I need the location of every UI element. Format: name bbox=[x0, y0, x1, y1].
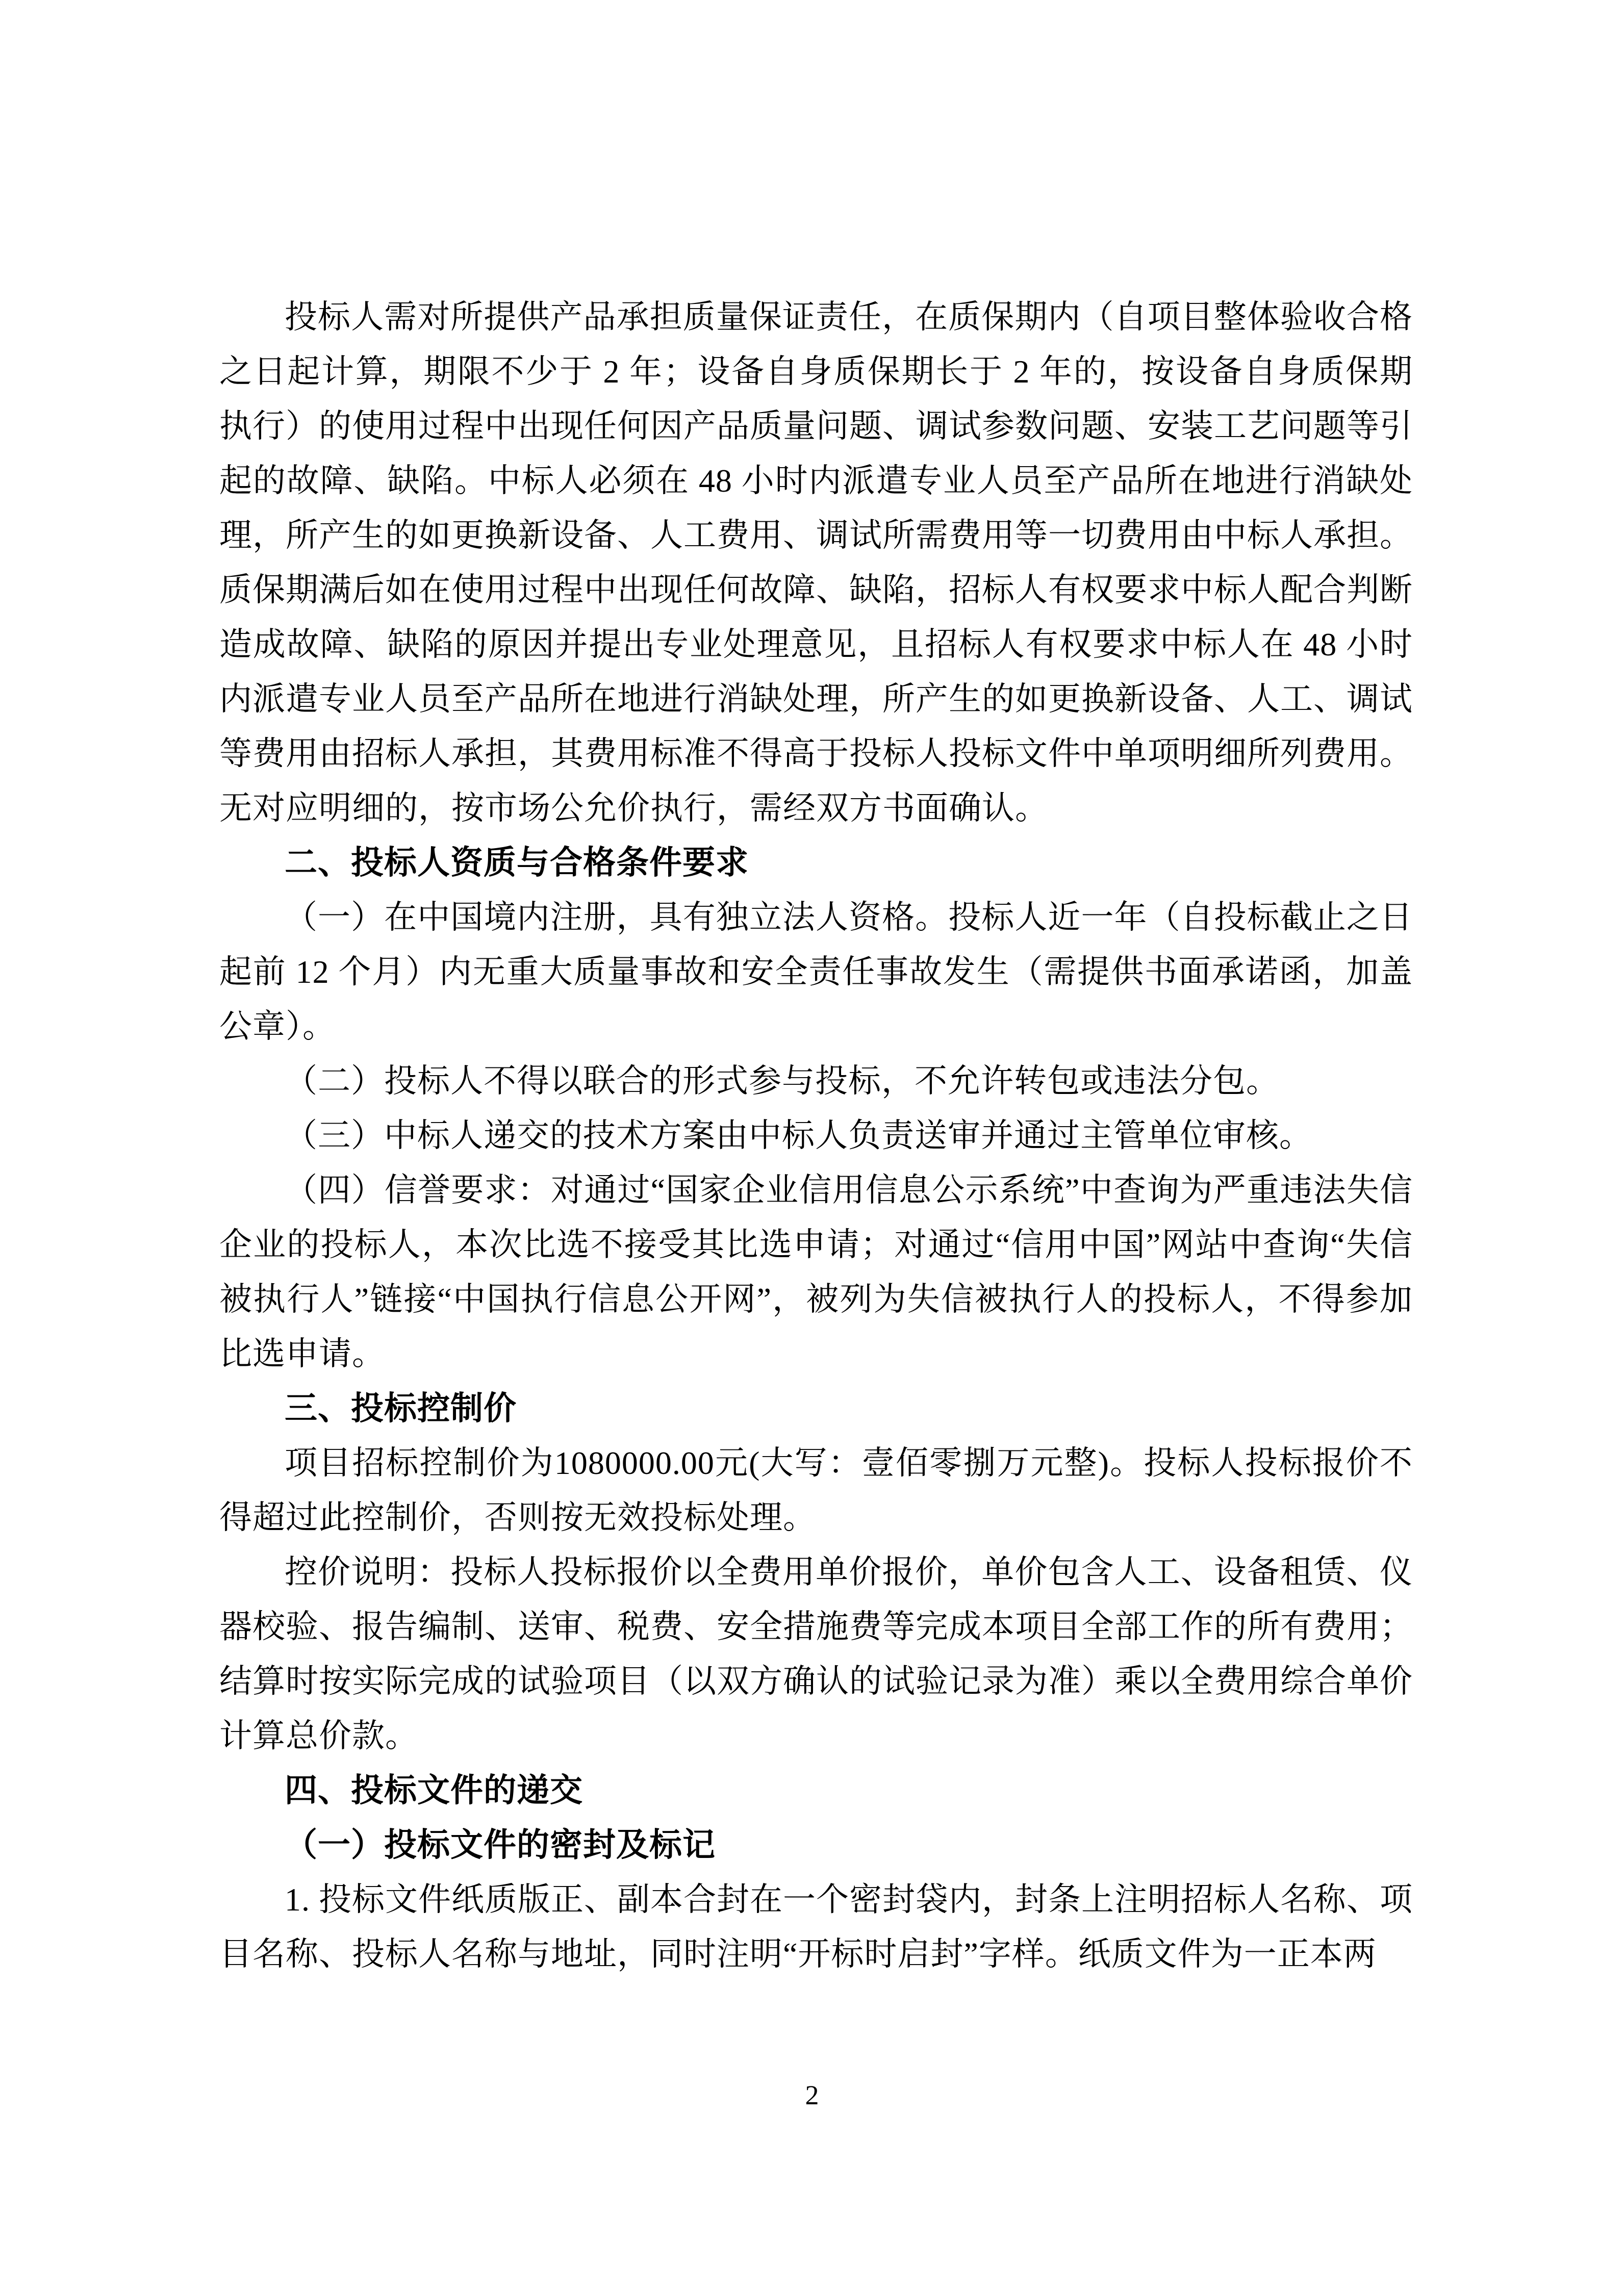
subheading-sealing-marking: （一）投标文件的密封及标记 bbox=[285, 1826, 716, 1863]
para-no-consortium: （二）投标人不得以联合的形式参与投标，不允许转包或违法分包。 bbox=[285, 1063, 1279, 1099]
para-tech-plan-review: （三）中标人递交的技术方案由中标人负责送审并通过主管单位审核。 bbox=[285, 1117, 1312, 1154]
para-sealing-instructions: 1. 投标文件纸质版正、副本合封在一个密封袋内，封条上注明招标人名称、项目名称、投标人名称与地址，同时注明“开标时启封”字样。纸质文件为一正本两 bbox=[219, 1881, 1413, 1972]
heading-bidder-qualification: 二、投标人资质与合格条件要求 bbox=[285, 844, 749, 881]
page-footer bbox=[0, 2080, 1624, 2110]
para-registration-requirement: （一）在中国境内注册，具有独立法人资格。投标人近一年（自投标截止之日起前 12 个月）内无重大质量事故和安全责任事故发生（需提供书面承诺函，加盖公章）。 bbox=[219, 899, 1413, 1044]
heading-bid-control-price: 三、投标控制价 bbox=[285, 1390, 517, 1426]
para-credit-requirement: （四）信誉要求：对通过“国家企业信用信息公示系统”中查询为严重违法失信企业的投标人，本次比选不接受其比选申请；对通过“信用中国”网站中查询“失信被执行人”链接“中国执行信息公开网”，被列为失信被执行人的投标人，不得参加比选申请。 bbox=[219, 1172, 1413, 1372]
para-price-explanation: 控价说明：投标人投标报价以全费用单价报价，单价包含人工、设备租赁、仪器校验、报告编制、送审、税费、安全措施费等完成本项目全部工作的所有费用；结算时按实际完成的试验项目（以双方确认的试验记录为准）乘以全费用综合单价计算总价款。 bbox=[219, 1554, 1413, 1754]
para-warranty-liability: 投标人需对所提供产品承担质量保证责任，在质保期内（自项目整体验收合格之日起计算，期限不少于 2 年；设备自身质保期长于 2 年的，按设备自身质保期执行）的使用过程中出现任何因产品质量问题、调试参数问题、安装工艺问题等引起的故障、缺陷。中标人必须在 48 小时内派遣专业人员至产品所在地进行消缺处理，所产生的如更换新设备、人工费用、调试所需费用等一切费用由中标人承担。质保期满后如在使用过程中出现任何故障、缺陷，招标人有权要求中标人配合判断造成故障、缺陷的原因并提出专业处理意见，且招标人有权要求中标人在 48 小时内派遣专业人员至产品所在地进行消缺处理，所产生的如更换新设备、人工、调试等费用由招标人承担，其费用标准不得高于投标人投标文件中单项明细所列费用。无对应明细的，按市场公允价执行，需经双方书面确认。 bbox=[219, 299, 1413, 826]
page-number: 2 bbox=[805, 2080, 819, 2110]
heading-bid-submission: 四、投标文件的递交 bbox=[285, 1772, 583, 1808]
document-body bbox=[219, 290, 1413, 1981]
para-control-price: 项目招标控制价为1080000.00元(大写：壹佰零捌万元整)。投标人投标报价不得超过此控制价，否则按无效投标处理。 bbox=[219, 1445, 1413, 1536]
